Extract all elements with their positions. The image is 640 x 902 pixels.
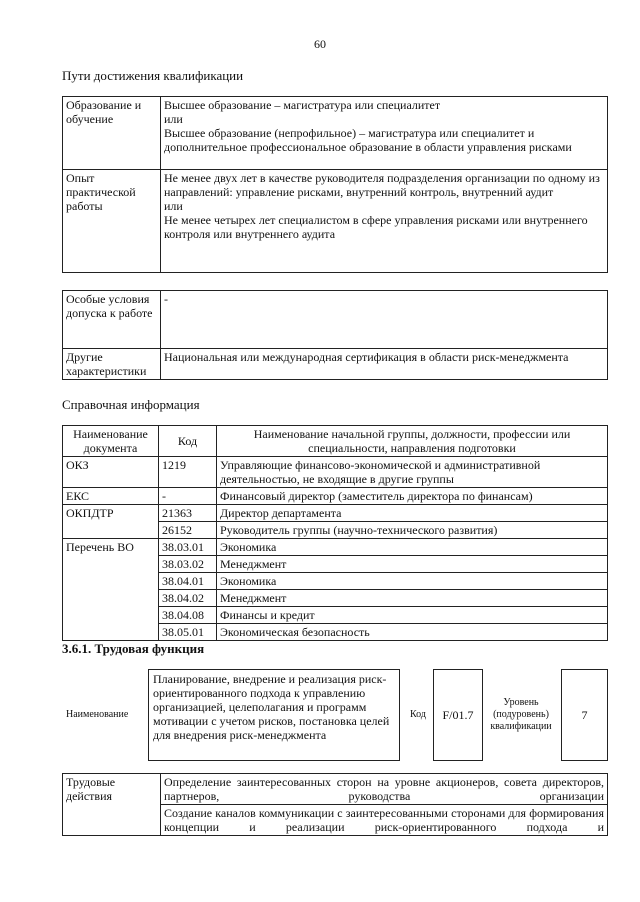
code-cell: 26152 [159,522,217,539]
name-cell: Директор департамента [217,505,608,522]
code-cell: 38.05.01 [159,624,217,641]
table-row [63,774,608,805]
education-line: Высшее образование (непрофильное) – магистратура или специалитет и дополнительное профессиональное образование в области управления рисками [164,126,572,154]
labor-action-item: Определение заинтересованных сторон на уровне акционеров, совета директоров, партнеров, руководства организации [161,774,608,805]
function-code-box [433,669,483,761]
education-cell [161,97,608,170]
experience-label: Опыт практической работы [63,170,161,273]
doc-cell: Перечень ВО [63,539,159,641]
experience-cell [161,170,608,273]
special-conditions-label: Особые условия допуска к работе [63,291,161,349]
function-name-label: Наименование [66,709,129,720]
other-characteristics-label: Другие характеристики [63,349,161,380]
function-name-box [148,669,400,761]
qualification-level-value: 7 [581,708,588,722]
table-row [63,488,608,505]
function-code-value: F/01.7 [442,708,474,722]
name-cell: Экономика [217,573,608,590]
code-cell: 38.04.01 [159,573,217,590]
qualification-level-label: Уровень (подуровень) квалификации [490,697,552,732]
education-line: Высшее образование – магистратура или специалитет [164,98,441,112]
experience-line: или [164,199,183,213]
conditions-table [62,290,608,380]
name-cell: Экономическая безопасность [217,624,608,641]
code-cell: 38.03.02 [159,556,217,573]
code-cell: 38.04.02 [159,590,217,607]
function-code-label: Код [410,709,426,720]
education-line: или [164,112,183,126]
header-document: Наименование документа [63,426,159,457]
education-row [63,97,608,170]
code-cell: 21363 [159,505,217,522]
education-label: Образование и обучение [63,97,161,170]
table-row [63,539,608,556]
labor-actions-table [62,773,608,836]
special-conditions-row [63,291,608,349]
code-cell: - [159,488,217,505]
name-cell: Управляющие финансово-экономической и административной деятельностью, не входящие в другие группы [217,457,608,488]
code-cell: 38.04.08 [159,607,217,624]
page-number: 60 [314,37,326,51]
qual-paths-title: Пути достижения квалификации [62,68,244,83]
name-cell: Менеджмент [217,556,608,573]
name-cell: Менеджмент [217,590,608,607]
name-cell: Финансы и кредит [217,607,608,624]
code-cell: 1219 [159,457,217,488]
reference-header-row [63,426,608,457]
code-cell: 38.03.01 [159,539,217,556]
experience-line: Не менее четырех лет специалистом в сфере управления рисками или внутреннего контроля или внутреннего аудита [164,213,588,241]
other-characteristics-row [63,349,608,380]
header-name: Наименование начальной группы, должности, профессии или специальности, направления подготовки [217,426,608,457]
name-cell: Финансовый директор (заместитель директора по финансам) [217,488,608,505]
qualification-level-box [561,669,608,761]
table-row [63,505,608,522]
name-cell: Руководитель группы (научно-технического развития) [217,522,608,539]
labor-function-title: 3.6.1. Трудовая функция [62,641,205,656]
reference-title: Справочная информация [62,397,200,412]
doc-cell: ОКЗ [63,457,159,488]
qual-table [62,96,608,273]
function-name-value: Планирование, внедрение и реализация риск-ориентированного подхода к управлению организацией, целеполагания и программ мотивации с учетом рисков, постановка целей для внедрения риск-менеджмента [153,672,390,742]
special-conditions-value: - [161,291,608,349]
experience-row [63,170,608,273]
name-cell: Экономика [217,539,608,556]
experience-line: Не менее двух лет в качестве руководителя подразделения организации по одному из направлений: управление рисками, внутренний контроль, внутренний аудит [164,171,600,199]
other-characteristics-value: Национальная или международная сертификация в области риск-менеджмента [161,349,608,380]
doc-cell: ОКПДТР [63,505,159,539]
labor-actions-label: Трудовые действия [63,774,161,836]
reference-table [62,425,608,641]
labor-action-item: Создание каналов коммуникации с заинтересованными сторонами для формирования концепции и реализации риск-ориентированного подхода и [161,805,608,836]
table-row [63,457,608,488]
doc-cell: ЕКС [63,488,159,505]
header-code: Код [159,426,217,457]
